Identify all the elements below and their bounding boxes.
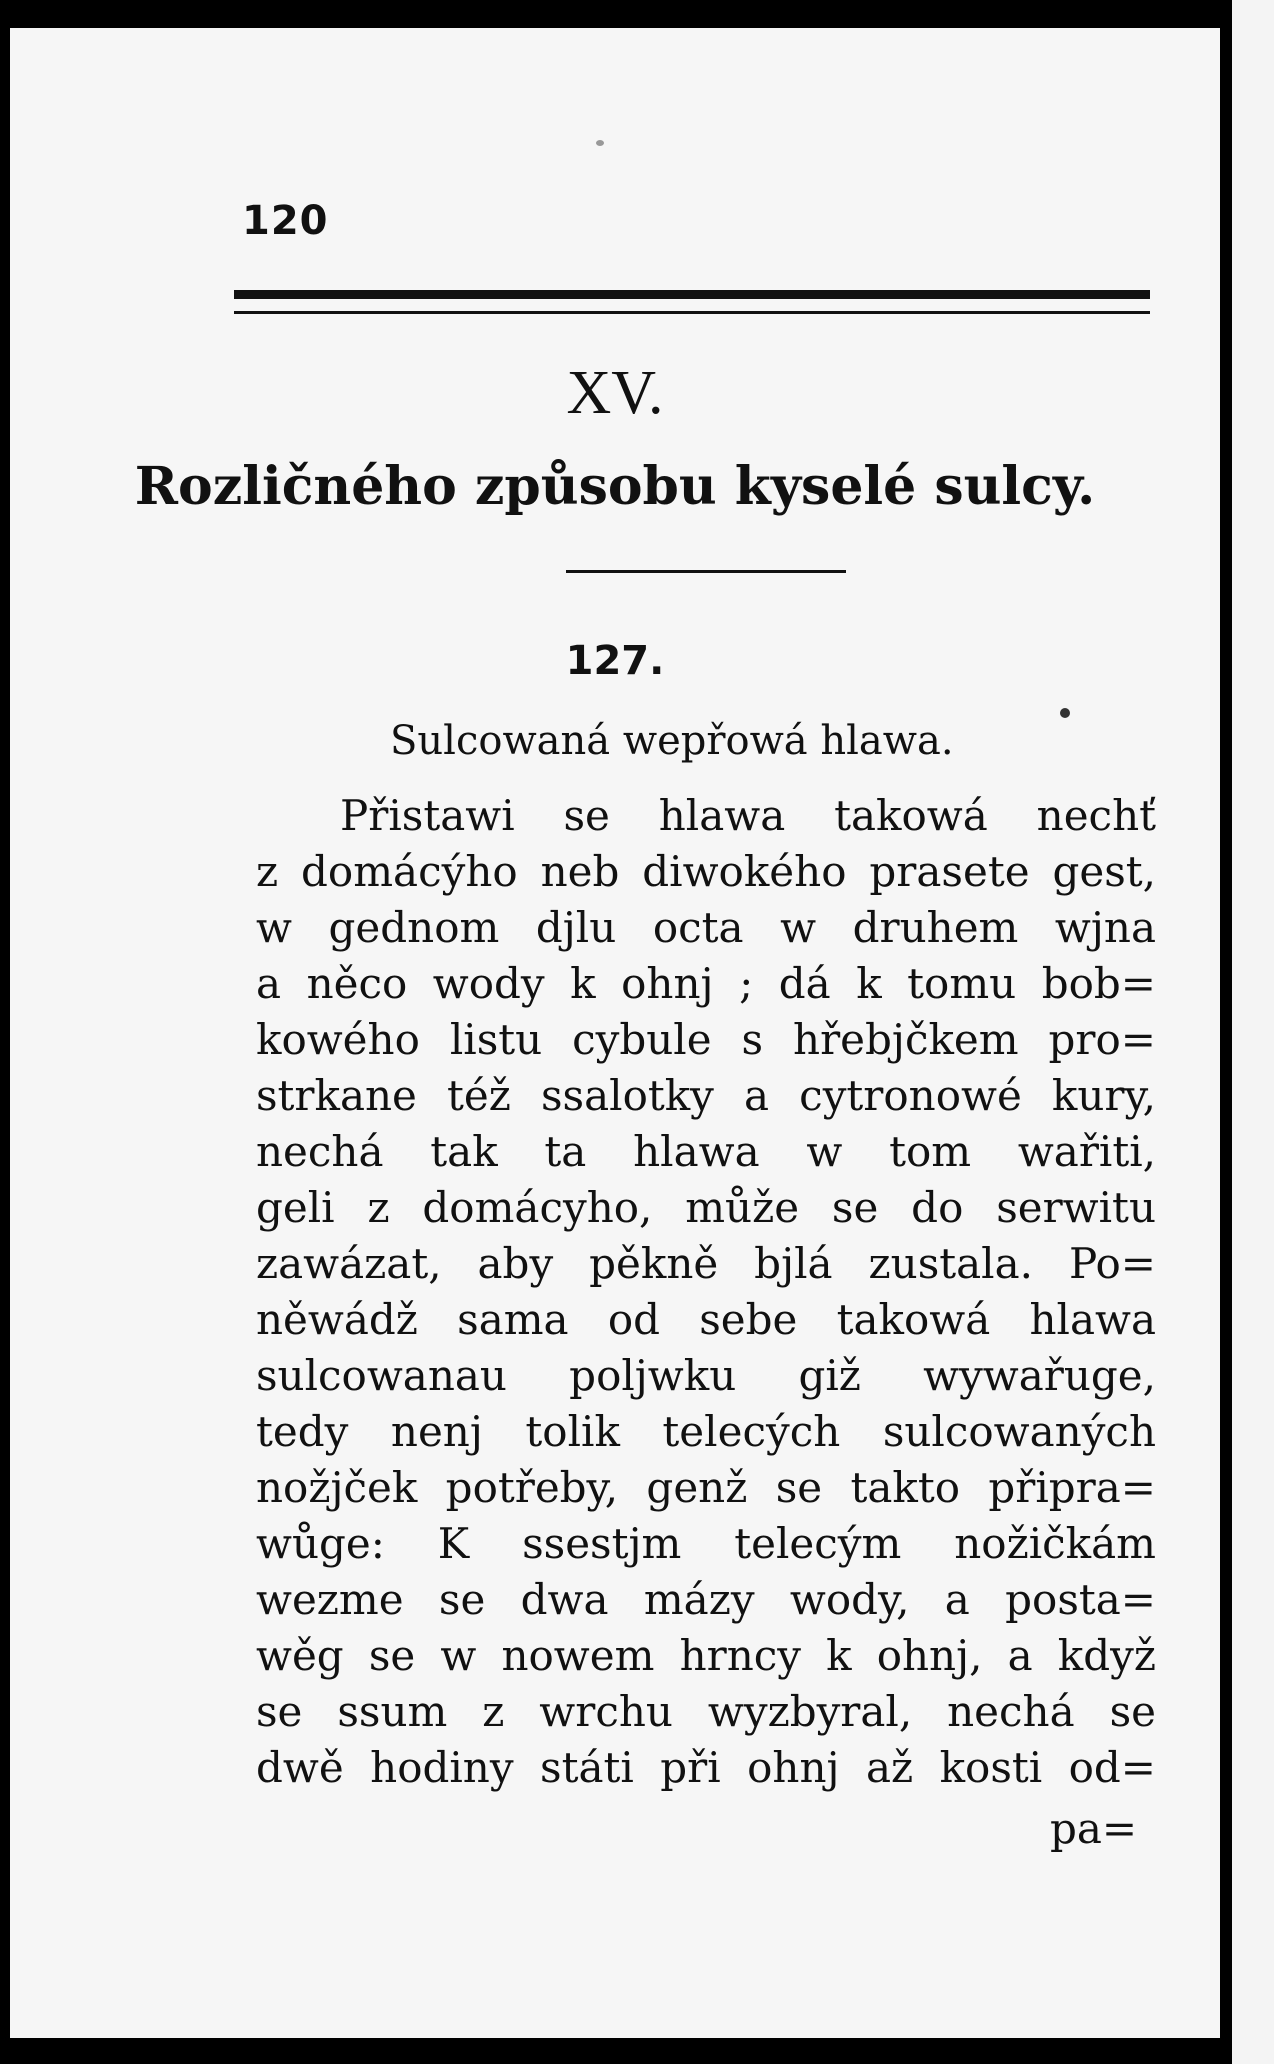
body-line: sulcowanau poljwku giž wywařuge, bbox=[256, 1351, 1156, 1400]
header-rule-thick bbox=[234, 290, 1150, 299]
body-line: dwě hodiny státi při ohnj až kosti od= bbox=[256, 1743, 1156, 1792]
book-page bbox=[10, 28, 1220, 2038]
adjacent-page-edge bbox=[1232, 0, 1274, 2064]
catchword: pa= bbox=[1050, 1804, 1138, 1853]
body-line: tedy nenj tolik telecých sulcowaných bbox=[256, 1407, 1156, 1456]
body-line: něwádž sama od sebe takowá hlawa bbox=[256, 1295, 1156, 1344]
body-line: z domácýho neb diwokého prasete gest, bbox=[256, 847, 1156, 896]
page-number: 120 bbox=[242, 198, 329, 244]
body-line: a něco wody k ohnj ; dá k tomu bob= bbox=[256, 959, 1156, 1008]
body-line: kowého listu cybule s hřebjčkem pro= bbox=[256, 1015, 1156, 1064]
body-line: strkane též ssalotky a cytronowé kury, bbox=[256, 1071, 1156, 1120]
recipe-body bbox=[256, 788, 1156, 1796]
chapter-title: Rozličného způsobu kyselé sulcy. bbox=[134, 456, 1096, 517]
page-gutter bbox=[1220, 0, 1232, 2064]
recipe-number: 127. bbox=[565, 638, 665, 684]
body-line: wezme se dwa mázy wody, a posta= bbox=[256, 1575, 1156, 1624]
header-rule-thin bbox=[234, 311, 1150, 314]
body-line: nechá tak ta hlawa w tom wařiti, bbox=[256, 1127, 1156, 1176]
body-line: geli z domácyho, může se do serwitu bbox=[256, 1183, 1156, 1232]
body-line: nožjček potřeby, genž se takto připra= bbox=[256, 1463, 1156, 1512]
print-speck bbox=[596, 140, 604, 146]
body-line: wůge: K ssestjm telecým nožičkám bbox=[256, 1519, 1156, 1568]
body-line: w gednom djlu octa w druhem wjna bbox=[256, 903, 1156, 952]
body-line: Přistawi se hlawa takowá nechť bbox=[340, 791, 1156, 840]
chapter-divider bbox=[566, 570, 846, 573]
body-line: se ssum z wrchu wyzbyral, nechá se bbox=[256, 1687, 1156, 1736]
print-speck bbox=[1060, 708, 1070, 718]
body-line: wěg se w nowem hrncy k ohnj, a když bbox=[256, 1631, 1156, 1680]
recipe-title: Sulcowaná wepřowá hlawa. bbox=[390, 718, 954, 764]
chapter-numeral: XV. bbox=[566, 359, 664, 427]
body-line: zawázat, aby pěkně bjlá zustala. Po= bbox=[256, 1239, 1156, 1288]
